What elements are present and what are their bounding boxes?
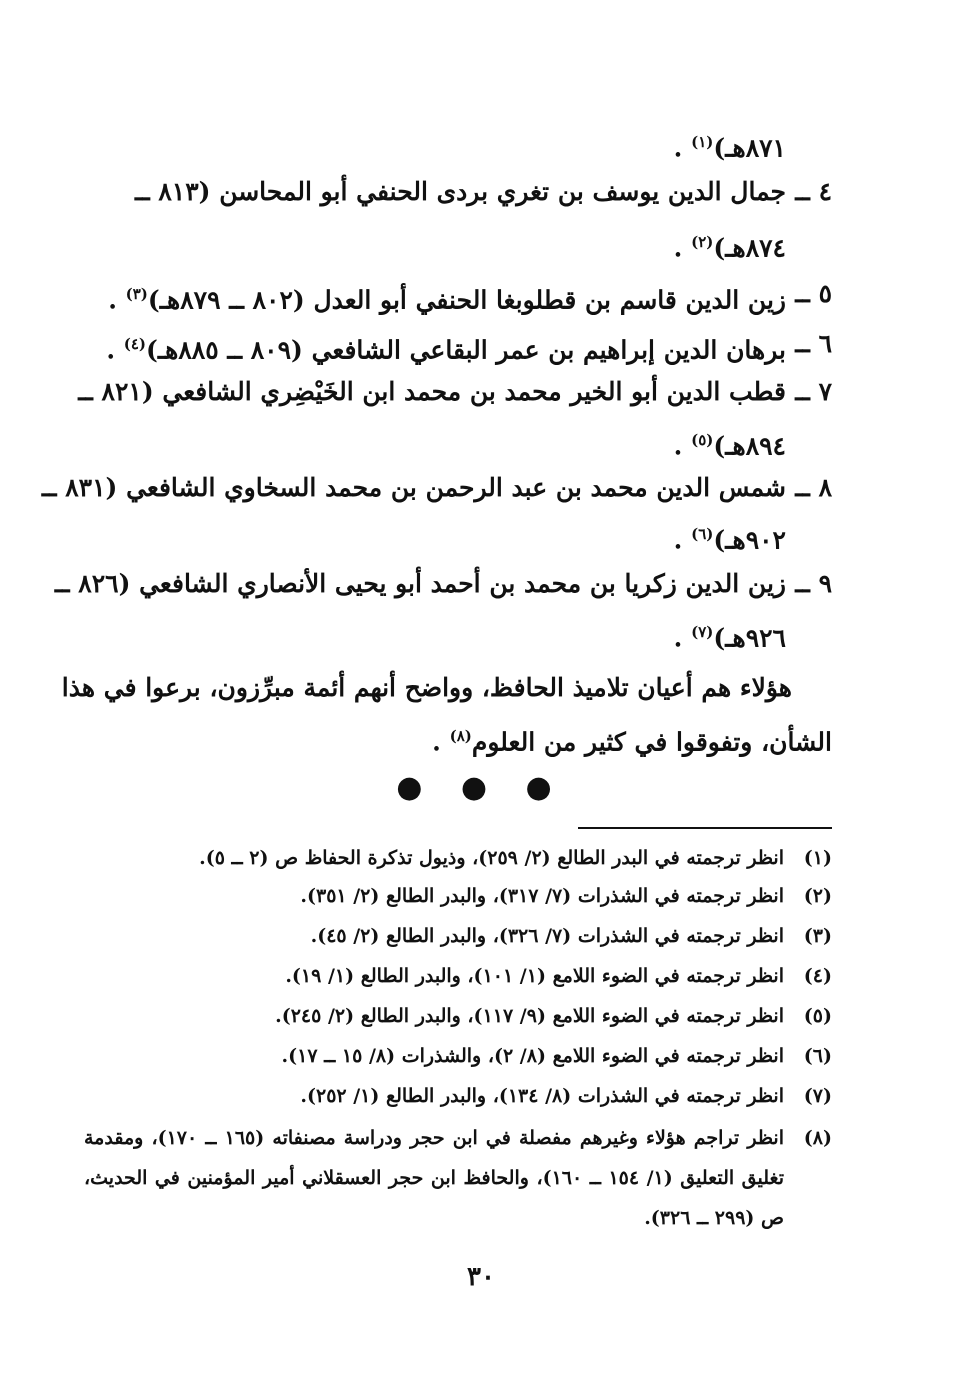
item-text-cont: ٨٧٤هـ) bbox=[713, 233, 786, 263]
item-number: ٧ ــ bbox=[795, 377, 832, 406]
footnote-ref: (٣) bbox=[125, 285, 148, 303]
item-text: شمس الدين محمد بن عبد الرحمن بن محمد السخاوي الشافعي (٨٣١ ــ bbox=[41, 473, 786, 502]
footnote-number: (٦) bbox=[803, 1045, 832, 1067]
page-number: ٣٠ bbox=[467, 1262, 495, 1292]
item-text: زين الدين قاسم بن قطلوبغا الحنفي أبو العدل (٨٠٢ ــ ٨٧٩هـ) bbox=[147, 285, 786, 315]
footnote-ref: (٥) bbox=[691, 431, 714, 449]
footnote-text: انظر ترجمته في الشذرات (٧/ ٣٢٦)، والبدر الطالع (٢/ ٤٥). bbox=[310, 925, 784, 947]
footnote-ref: (٤) bbox=[123, 335, 147, 353]
item-number: ٨ ــ bbox=[795, 473, 832, 502]
item-text: برهان الدين إبراهيم بن عمر البقاعي الشافعي (٨٠٩ ــ ٨٨٥هـ) bbox=[146, 335, 786, 365]
item-number: ٩ ــ bbox=[795, 569, 832, 598]
footnote-text: انظر ترجمته في الضوء اللامع (١/ ١٠١)، والبدر الطالع (١/ ١٩). bbox=[285, 965, 784, 987]
item-text: زين الدين زكريا بن محمد بن أحمد أبو يحيى الأنصاري الشافعي (٨٢٦ ــ bbox=[54, 569, 786, 598]
footnote-number: (٤) bbox=[803, 965, 832, 987]
section-separator: ● ● ● bbox=[396, 770, 566, 805]
footnote-ref: (١) bbox=[691, 133, 714, 151]
item-number: ٤ ــ bbox=[795, 177, 832, 206]
footnote-ref: (٨) bbox=[449, 727, 472, 745]
footnote-text: انظر ترجمته في الشذرات (٨/ ١٣٤)، والبدر الطالع (١/ ٢٥٢). bbox=[300, 1085, 784, 1107]
footnote-text: انظر ترجمته في الضوء اللامع (٨/ ٢)، والشذرات (٨/ ١٥ ــ ١٧). bbox=[281, 1045, 784, 1067]
footnote-number: (٨) bbox=[803, 1127, 832, 1149]
footnote-number: (٣) bbox=[803, 925, 832, 947]
item-text: ٨٧١هـ) bbox=[713, 133, 786, 163]
footnote-text: انظر تراجم هؤلاء وغيرهم مفصلة في ابن حجر ودراسة مصنفاته (١٦٥ ــ ١٧٠)، ومقدمة تغليق التعليق (١/ ١٥٤ ــ ١٦٠)، والحافظ ابن حجر العسقلاني أمير المؤمنين في الحديث، ص (٢٩٩ ــ ٣٢٦). bbox=[84, 1127, 784, 1229]
footnote-text: انظر ترجمته في البدر الطالع (٢/ ٢٥٩)، وذيول تذكرة الحفاظ ص (٢ ــ ٥). bbox=[199, 847, 784, 869]
item-text-cont: ٩٠٢هـ) bbox=[713, 525, 786, 555]
footnote-number: (٢) bbox=[803, 885, 832, 907]
item-text-cont: ٨٩٤هـ) bbox=[713, 431, 786, 461]
item-text: جمال الدين يوسف بن تغري بردى الحنفي أبو المحاسن (٨١٣ ــ bbox=[135, 177, 786, 206]
footnote-ref: (٧) bbox=[691, 623, 714, 641]
paragraph-text: هؤلاء هم أعيان تلاميذ الحافظ، وواضح أنهم أئمة مبرِّزون، برعوا في هذا bbox=[61, 673, 792, 702]
paragraph-text: الشأن، وتفوقوا في كثير من العلوم bbox=[471, 727, 832, 757]
footnote-number: (٧) bbox=[803, 1085, 832, 1107]
item-text-cont: ٩٢٦هـ) bbox=[713, 623, 786, 653]
footnote bbox=[84, 1118, 832, 1238]
book-page: ٨٧١هـ)$^{(١)}$ . ٤ ــ جمال الدين يوسف بن تغري بردى الحنفي أبو المحاسن (٨١٣ ــ ٨٧٤هـ)$^{(٢)}$ . ٥ ــ زين الدين قاسم بن قطلوبغا الحنفي أبو العدل (٨٠٢ ــ ٨٧٩هـ)$^{(٣)}$ . ٦ ــ برهان الدين إبراهيم بن عمر البقاعي الشافعي (٨٠٩ ــ ٨٨٥هـ)$^{(٤)}$ . ٧ ــ قطب الدين أبو الخير محمد بن محمد ابن الخَيْضِري الشافعي (٨٢١ ــ ٨٩٤هـ)$^{(٥)}$ . ٨ ــ شمس الدين محمد بن عبد الرحمن بن محمد السخاوي الشافعي (٨٣١ ــ ٩٠٢هـ)$^{(٦)}$ . ٩ ــ زين الدين زكريا بن محمد بن أحمد أبو يحيى الأنصاري الشافعي (٨٢٦ ــ ٩٢٦هـ)$^{(٧)}$ . هؤلاء هم أعيان تلاميذ الحافظ، وواضح أنهم أئمة مبرِّزون، برعوا في هذا الشأن، وتفوقوا في كثير من العلوم$^{(٨)}$ . ● ● ● (١) انظر ترجمته في البدر الطالع (٢/ ٢٥٩)، وذيول تذكرة الحفاظ ص (٢ ــ ٥). (٢) انظر ترجمته في الشذرات (٧/ ٣١٧)، والبدر الطالع (٢/ ٣٥١). (٣) انظر ترجمته في الشذرات (٧/ ٣٢٦)، والبدر الطالع (٢/ ٤٥). (٤) انظر ترجمته في الضوء اللامع (١/ ١٠١)، والبدر الطالع (١/ ١٩). (٥) انظر ترجمته في الضوء اللامع (٩/ ١١٧)، والبدر الطالع (٢/ ٢٤٥). (٦) انظر ترجمته في الضوء اللامع (٨/ ٢)، والشذرات (٨/ ١٥ ــ ١٧). (٧) انظر ترجمته في الشذرات (٨/ ١٣٤)، والبدر الطالع (١/ ٢٥٢). (٨) انظر تراجم هؤلاء وغيرهم مفصلة في ابن حجر ودراسة مصنفاته (١٦٥ ــ ١٧٠)، ومقدمة تغليق التعليق (١/ ١٥٤ ــ ١٦٠)، والحافظ ابن حجر العسقلاني أمير المؤمنين في الحديث، ص (٢٩٩ ــ ٣٢٦). ٣٠ bbox=[0, 0, 962, 1394]
footnote-ref: (٦) bbox=[691, 525, 714, 543]
footnote-ref: (٢) bbox=[691, 233, 714, 251]
footnote-divider bbox=[578, 827, 832, 829]
item-number: ٥ ــ bbox=[795, 279, 832, 308]
item-number: ٦ ــ bbox=[795, 329, 832, 358]
footnote-number: (١) bbox=[803, 847, 832, 869]
footnote-text: انظر ترجمته في الضوء اللامع (٩/ ١١٧)، والبدر الطالع (٢/ ٢٤٥). bbox=[275, 1005, 784, 1027]
item-text: قطب الدين أبو الخير محمد بن محمد ابن الخَيْضِري الشافعي (٨٢١ ــ bbox=[78, 377, 786, 406]
footnote-number: (٥) bbox=[803, 1005, 832, 1027]
footnote-text: انظر ترجمته في الشذرات (٧/ ٣١٧)، والبدر الطالع (٢/ ٣٥١). bbox=[300, 885, 784, 907]
